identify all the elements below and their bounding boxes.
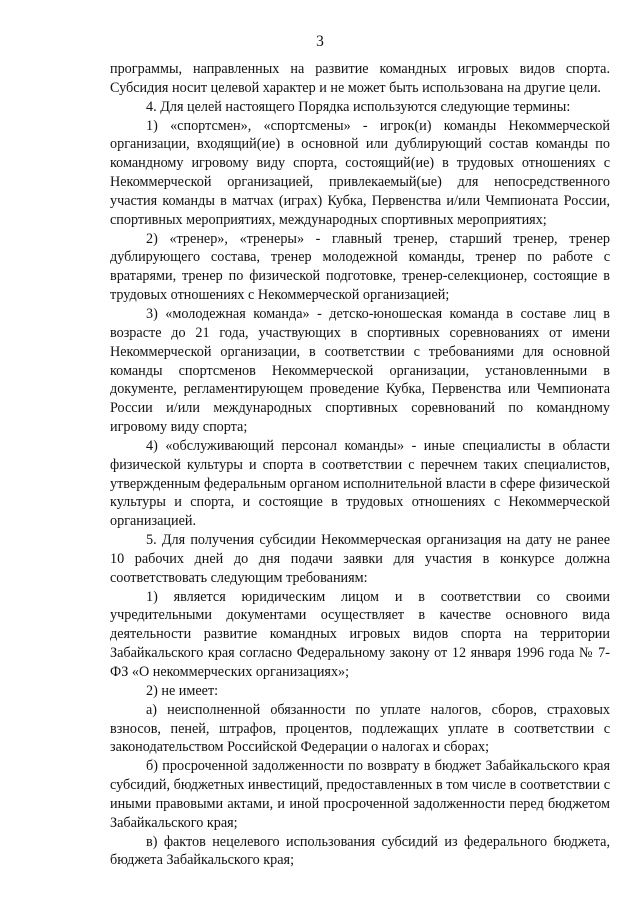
- paragraph-term-staff: 4) «обслуживающий персонал команды» - иные специалисты в области физической культуры и спорта в соответствии с перечнем таких специалистов, утвержденным федеральным органом исполнительной власти в сфере физической культуры и спорта, и состоящие в трудовых отношениях с Некоммерческой организацией.: [110, 437, 610, 530]
- paragraph-item-a: а) неисполненной обязанности по уплате налогов, сборов, страховых взносов, пеней, штрафов, процентов, подлежащих уплате в соответствии с законодательством Российской Федерации о налогах и сборах;: [110, 701, 610, 756]
- paragraph-term-coach: 2) «тренер», «тренеры» - главный тренер, старший тренер, тренер дублирующего состава, тренер молодежной команды, тренер по работе с вратарями, тренер по физической подготовке, тренер-селекционер, состоящие в трудовых отношениях с Некоммерческой организацией;: [110, 230, 610, 304]
- paragraph-requirement-legal-entity: 1) является юридическим лицом и в соответствии со своими учредительными документами осуществляет в качестве основного вида деятельности развитие командных игровых видов спорта на территории Забайкальского края согласно Федеральному закону от 12 января 1996 года № 7-ФЗ «О некоммерческих организациях»;: [110, 588, 610, 680]
- document-body: [110, 60, 610, 870]
- paragraph-term-sportsman: 1) «спортсмен», «спортсмены» - игрок(и) команды Некоммерческой организации, входящий(ие) в основной или дублирующий состав команды по командному игровому виду спорта, состоящий(ие) в трудовых отношениях с Некоммерческой организацией, привлекаемый(ые) для непосредственного участия команды в матчах (играх) Кубка, Первенства и/или Чемпионата России, спортивных мероприятиях, международных спортивных мероприятиях;: [110, 117, 610, 228]
- paragraph-terms-intro: 4. Для целей настоящего Порядка используются следующие термины:: [146, 98, 571, 115]
- paragraph-continuation: программы, направленных на развитие командных игровых видов спорта. Субсидия носит целевой характер и не может быть использована на другие цели.: [110, 61, 610, 96]
- paragraph-item-v: в) фактов нецелевого использования субсидий из федерального бюджета, бюджета Забайкальского края;: [110, 833, 610, 869]
- paragraph-term-youth-team: 3) «молодежная команда» - детско-юношеская команда в составе лиц в возрасте до 21 года, участвующих в спортивных соревнованиях от имени Некоммерческой организации, в соответствии с требованиями для основной команды спортсменов Некоммерческой организации, установленными в документе, регламентирующем проведение Кубка, Первенства или Чемпионата России и/или международных спортивных соревнований по командному игровому виду спорта;: [110, 305, 610, 436]
- paragraph-item-b: б) просроченной задолженности по возврату в бюджет Забайкальского края субсидий, бюджетных инвестиций, предоставленных в том числе в соответствии с иными правовыми актами, и иной просроченной задолженности перед бюджетом Забайкальского края;: [110, 758, 610, 831]
- paragraph-requirements-intro: 5. Для получения субсидии Некоммерческая организация на дату не ранее 10 рабочих дней до дня подачи заявки для участия в конкурсе должна соответствовать следующим требованиям:: [110, 532, 610, 586]
- paragraph-requirement-has-none: 2) не имеет:: [146, 682, 219, 699]
- page-number: 3: [316, 33, 324, 50]
